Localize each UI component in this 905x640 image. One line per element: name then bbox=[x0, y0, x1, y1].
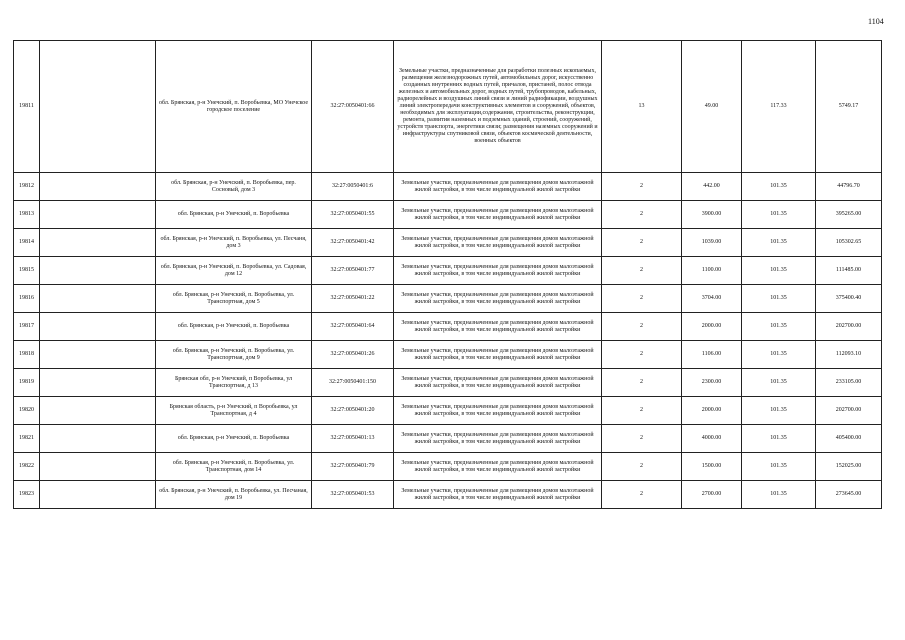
table-row bbox=[14, 397, 882, 425]
cell-rate: 101.35 bbox=[742, 229, 816, 257]
cell-record-number: 19813 bbox=[14, 201, 40, 229]
cell-area: 2000.00 bbox=[682, 397, 742, 425]
cell-rate: 101.35 bbox=[742, 453, 816, 481]
cell-address: Брянская обл, р-н Унечский, п Воробьевка, ул Транспортная, д 13 bbox=[156, 369, 312, 397]
cell-rate: 101.35 bbox=[742, 341, 816, 369]
cell-spacer bbox=[40, 41, 156, 173]
cell-record-number: 19821 bbox=[14, 425, 40, 453]
cell-cadastral-number: 32:27:0050401:55 bbox=[312, 201, 394, 229]
cell-rate: 101.35 bbox=[742, 425, 816, 453]
cell-area: 1106.00 bbox=[682, 341, 742, 369]
cell-cadastral-number: 32:27:0050401:150 bbox=[312, 369, 394, 397]
table-row bbox=[14, 257, 882, 285]
cell-address: обл. Брянская, р-н Унечский, п. Воробьевка bbox=[156, 425, 312, 453]
cell-spacer bbox=[40, 201, 156, 229]
table-row bbox=[14, 453, 882, 481]
cell-record-number: 19816 bbox=[14, 285, 40, 313]
cell-rate: 101.35 bbox=[742, 173, 816, 201]
cell-cadastral-value: 111485.00 bbox=[816, 257, 882, 285]
cell-cadastral-number: 32:27:0050401:20 bbox=[312, 397, 394, 425]
table-row bbox=[14, 285, 882, 313]
cell-record-number: 19818 bbox=[14, 341, 40, 369]
cell-area: 2700.00 bbox=[682, 481, 742, 509]
cell-area: 4000.00 bbox=[682, 425, 742, 453]
cell-cadastral-value: 112093.10 bbox=[816, 341, 882, 369]
cell-address: обл. Брянская, р-н Унечский, п. Воробьевка, ул. Транспортная, дом 14 bbox=[156, 453, 312, 481]
cell-address: обл. Брянская, р-н Унечский, п. Воробьевка, ул. Транспортная, дом 5 bbox=[156, 285, 312, 313]
cell-cadastral-value: 273645.00 bbox=[816, 481, 882, 509]
cell-record-number: 19819 bbox=[14, 369, 40, 397]
table-row bbox=[14, 229, 882, 257]
table-row bbox=[14, 369, 882, 397]
cell-record-number: 19811 bbox=[14, 41, 40, 173]
cell-area: 2000.00 bbox=[682, 313, 742, 341]
cell-area: 1500.00 bbox=[682, 453, 742, 481]
table-row bbox=[14, 201, 882, 229]
cell-land-use: Земельные участки, предназначенные для размещения домов малоэтажной жилой застройки, в том числе индивидуальной жилой застройки bbox=[394, 257, 602, 285]
cell-cadastral-value: 202700.00 bbox=[816, 313, 882, 341]
table-body bbox=[14, 41, 882, 509]
cell-spacer bbox=[40, 369, 156, 397]
cell-land-use: Земельные участки, предназначенные для размещения домов малоэтажной жилой застройки, в том числе индивидуальной жилой застройки bbox=[394, 397, 602, 425]
cell-group: 2 bbox=[602, 397, 682, 425]
cell-cadastral-value: 202700.00 bbox=[816, 397, 882, 425]
cell-cadastral-value: 5749.17 bbox=[816, 41, 882, 173]
cell-address: обл. Брянская, р-н Унечский, п. Воробьевка, ул. Песчаня, дом 3 bbox=[156, 229, 312, 257]
cell-address: обл. Брянская, р-н Унечский, п. Воробьевка, ул. Садовая, дом 12 bbox=[156, 257, 312, 285]
cell-spacer bbox=[40, 481, 156, 509]
cell-area: 1100.00 bbox=[682, 257, 742, 285]
cell-land-use: Земельные участки, предназначенные для размещения домов малоэтажной жилой застройки, в том числе индивидуальной жилой застройки bbox=[394, 453, 602, 481]
cell-address: обл. Брянская, р-н Унечский, п. Воробьевка, пер. Сосновый, дом 3 bbox=[156, 173, 312, 201]
cell-land-use: Земельные участки, предназначенные для разработки полезных ископаемых, размещения железнодорожных путей, автомобильных дорог, искусственно созданных внутренних водных путей, причалов, пристаней, полос отвода железных и автомобильных дорог, водных путей, трубопроводов, кабельных, радиорелейных и воздушных линий связи и линий радиофикации, воздушных линий электропередачи конструктивных элементов и сооружений, объектов, необходимых для эксплуатации,содержания, строительства, реконструкции, ремонта, развития наземных и подземных зданий, строений, сооружений, устройств транспорта, энергетики связи; размещения наземных сооружений и инфраструктуры спутниковой связи, объектов космической деятельности, военных объектов bbox=[394, 41, 602, 173]
cell-spacer bbox=[40, 229, 156, 257]
cell-land-use: Земельные участки, предназначенные для размещения домов малоэтажной жилой застройки, в том числе индивидуальной жилой застройки bbox=[394, 201, 602, 229]
cell-address: обл. Брянская, р-н Унечский, п. Воробьевка, ул. Транспортная, дом 9 bbox=[156, 341, 312, 369]
cell-group: 2 bbox=[602, 173, 682, 201]
cell-area: 1039.00 bbox=[682, 229, 742, 257]
cell-cadastral-value: 152025.00 bbox=[816, 453, 882, 481]
cell-record-number: 19823 bbox=[14, 481, 40, 509]
cell-cadastral-number: 32:27:0050401:77 bbox=[312, 257, 394, 285]
cell-cadastral-number: 32:27:0050401:79 bbox=[312, 453, 394, 481]
cell-cadastral-number: 32:27:0050401:66 bbox=[312, 41, 394, 173]
cell-land-use: Земельные участки, предназначенные для размещения домов малоэтажной жилой застройки, в том числе индивидуальной жилой застройки bbox=[394, 369, 602, 397]
cell-record-number: 19822 bbox=[14, 453, 40, 481]
cell-spacer bbox=[40, 453, 156, 481]
cell-record-number: 19817 bbox=[14, 313, 40, 341]
cell-group: 2 bbox=[602, 229, 682, 257]
cell-group: 2 bbox=[602, 369, 682, 397]
cell-record-number: 19820 bbox=[14, 397, 40, 425]
cell-spacer bbox=[40, 173, 156, 201]
cell-cadastral-number: 32:27:0050401:6 bbox=[312, 173, 394, 201]
table-row bbox=[14, 173, 882, 201]
cell-land-use: Земельные участки, предназначенные для размещения домов малоэтажной жилой застройки, в том числе индивидуальной жилой застройки bbox=[394, 173, 602, 201]
cell-area: 442.00 bbox=[682, 173, 742, 201]
cell-cadastral-number: 32:27:0050401:42 bbox=[312, 229, 394, 257]
cell-group: 2 bbox=[602, 257, 682, 285]
cell-group: 2 bbox=[602, 341, 682, 369]
cell-cadastral-number: 32:27:0050401:13 bbox=[312, 425, 394, 453]
cell-spacer bbox=[40, 425, 156, 453]
cell-group: 13 bbox=[602, 41, 682, 173]
cell-cadastral-value: 405400.00 bbox=[816, 425, 882, 453]
cell-address: Брянская область, р-н Унечский, п Воробьевка, ул Транспортная, д 4 bbox=[156, 397, 312, 425]
cell-record-number: 19812 bbox=[14, 173, 40, 201]
cell-spacer bbox=[40, 257, 156, 285]
page-number: 1104 bbox=[868, 17, 884, 26]
cell-land-use: Земельные участки, предназначенные для размещения домов малоэтажной жилой застройки, в том числе индивидуальной жилой застройки bbox=[394, 229, 602, 257]
cell-rate: 101.35 bbox=[742, 369, 816, 397]
cell-spacer bbox=[40, 341, 156, 369]
cell-group: 2 bbox=[602, 481, 682, 509]
cell-rate: 101.35 bbox=[742, 201, 816, 229]
cell-address: обл. Брянская, р-н Унечский, п. Воробьевка bbox=[156, 313, 312, 341]
cadastral-table bbox=[13, 40, 882, 509]
cell-address: обл. Брянская, р-н Унечский, п. Воробьевка, ул. Песчаная, дом 19 bbox=[156, 481, 312, 509]
cell-spacer bbox=[40, 313, 156, 341]
cell-land-use: Земельные участки, предназначенные для размещения домов малоэтажной жилой застройки, в том числе индивидуальной жилой застройки bbox=[394, 285, 602, 313]
cell-land-use: Земельные участки, предназначенные для размещения домов малоэтажной жилой застройки, в том числе индивидуальной жилой застройки bbox=[394, 425, 602, 453]
cell-rate: 101.35 bbox=[742, 285, 816, 313]
table-row bbox=[14, 481, 882, 509]
table-row bbox=[14, 313, 882, 341]
cell-land-use: Земельные участки, предназначенные для размещения домов малоэтажной жилой застройки, в том числе индивидуальной жилой застройки bbox=[394, 481, 602, 509]
cell-cadastral-number: 32:27:0050401:64 bbox=[312, 313, 394, 341]
cell-area: 3900.00 bbox=[682, 201, 742, 229]
cell-address: обл. Брянская, р-н Унечский, п. Воробьевка bbox=[156, 201, 312, 229]
cell-cadastral-number: 32:27:0050401:26 bbox=[312, 341, 394, 369]
cell-land-use: Земельные участки, предназначенные для размещения домов малоэтажной жилой застройки, в том числе индивидуальной жилой застройки bbox=[394, 313, 602, 341]
cell-group: 2 bbox=[602, 453, 682, 481]
cell-land-use: Земельные участки, предназначенные для размещения домов малоэтажной жилой застройки, в том числе индивидуальной жилой застройки bbox=[394, 341, 602, 369]
table-row bbox=[14, 341, 882, 369]
cell-area: 2300.00 bbox=[682, 369, 742, 397]
cell-cadastral-number: 32:27:0050401:22 bbox=[312, 285, 394, 313]
cell-spacer bbox=[40, 397, 156, 425]
cell-group: 2 bbox=[602, 285, 682, 313]
cell-record-number: 19814 bbox=[14, 229, 40, 257]
cell-area: 49.00 bbox=[682, 41, 742, 173]
cell-group: 2 bbox=[602, 201, 682, 229]
cell-cadastral-number: 32:27:0050401:53 bbox=[312, 481, 394, 509]
cell-rate: 101.35 bbox=[742, 257, 816, 285]
cell-cadastral-value: 395265.00 bbox=[816, 201, 882, 229]
cell-area: 3704.00 bbox=[682, 285, 742, 313]
cell-address: обл. Брянская, р-н Унечский, п. Воробьевка, МО Унечское городское поселение bbox=[156, 41, 312, 173]
cell-group: 2 bbox=[602, 313, 682, 341]
cell-rate: 101.35 bbox=[742, 397, 816, 425]
cell-rate: 117.33 bbox=[742, 41, 816, 173]
cell-rate: 101.35 bbox=[742, 481, 816, 509]
cell-cadastral-value: 105302.65 bbox=[816, 229, 882, 257]
cell-cadastral-value: 44796.70 bbox=[816, 173, 882, 201]
cell-record-number: 19815 bbox=[14, 257, 40, 285]
cell-cadastral-value: 233105.00 bbox=[816, 369, 882, 397]
cell-spacer bbox=[40, 285, 156, 313]
cell-group: 2 bbox=[602, 425, 682, 453]
cell-cadastral-value: 375400.40 bbox=[816, 285, 882, 313]
cell-rate: 101.35 bbox=[742, 313, 816, 341]
table-row bbox=[14, 41, 882, 173]
table-row bbox=[14, 425, 882, 453]
